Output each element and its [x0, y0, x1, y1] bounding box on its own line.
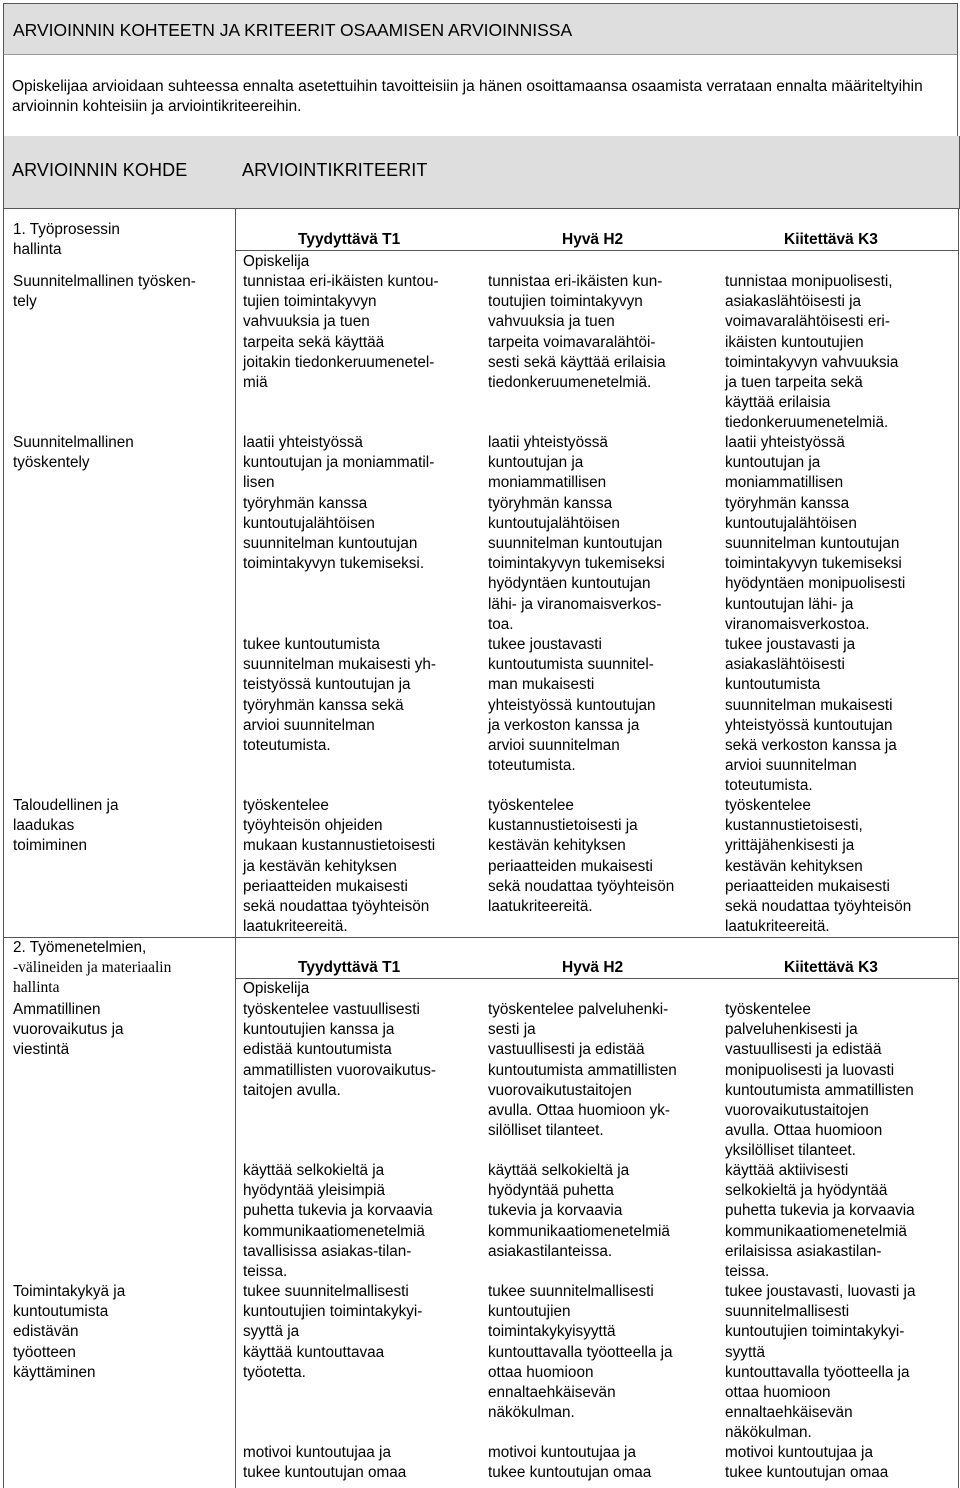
criteria-h2: tukee suunnitelmallisesti kuntoutujien toimintakykyisyyttä kuntouttavalla työotteella ja ottaa huomioon ennaltaehkäisevän näkökulman. — [488, 1283, 673, 1422]
level-k3: Kiitettävä K3 — [784, 959, 878, 976]
criteria-k3: tukee joustavasti ja asiakaslähtöisesti kuntoutumista suunnitelman mukaisesti yhteistyössä kuntoutujan sekä verkoston kanssa ja arvioi suunnitelman toteutumista. — [725, 636, 897, 795]
criteria-h2: tukee joustavasti kuntoutumista suunnitel- man mukaisesti yhteistyössä kuntoutujan ja verkoston kanssa ja arvioi suunnitelman toteutumista. — [488, 636, 656, 775]
student-label: Opiskelija — [243, 253, 310, 270]
level-underline-1 — [235, 250, 958, 251]
criteria-k3: laatii yhteistyössä kuntoutujan ja moniammatillisen työryhmän kanssa kuntoutujalähtöisen suunnitelman kuntoutujan toimintakyvyn tukemiseksi hyödyntäen monipuolisesti kuntoutujan lähi- ja viranomaisverkostoa. — [725, 434, 906, 633]
criteria-t1: motivoi kuntoutujaa ja tukee kuntoutujan omaa — [243, 1444, 407, 1482]
criteria-h2: tunnistaa eri-ikäisten kun- toutujien toimintakyvyn vahvuuksia ja tuen tarpeita voimavaralähtöi- sesti sekä käyttää erilaisia tiedonkeruumenetelmiä. — [488, 273, 666, 392]
section2-title: 2. Työmenetelmien, — [13, 939, 147, 956]
criteria-t1: käyttää selkokieltä ja hyödyntää yleisimpiä puhetta tukevia ja korvaavia kommunikaatiomenetelmiä tavallisissa asiakas-tilan- teissa. — [243, 1162, 433, 1281]
intro-box — [3, 54, 958, 138]
level-underline-2 — [235, 978, 958, 979]
section1-title: 1. Työprosessin hallinta — [13, 221, 120, 259]
header-target: ARVIOINNIN KOHDE — [12, 160, 188, 180]
section2-title-cont: -välineiden ja materiaalin hallinta — [13, 959, 172, 997]
criteria-t1: tukee suunnitelmallisesti kuntoutujien toimintakykyi- syyttä ja käyttää kuntouttavaa työotetta. — [243, 1283, 423, 1381]
target-interaction: Ammatillinen vuorovaikutus ja viestintä — [13, 1001, 124, 1059]
level-k3: Kiitettävä K3 — [784, 231, 878, 248]
target-economic: Taloudellinen ja laadukas toimiminen — [13, 797, 119, 855]
level-h2: Hyvä H2 — [562, 959, 624, 976]
criteria-k3: tunnistaa monipuolisesti, asiakaslähtöisesti ja voimavaralähtöisesti eri- ikäisten kuntoutujien toimintakyvyn vahvuuksia ja tuen tarpeita sekä käyttää erilaisia tiedonkeruumenetelmiä. — [725, 273, 899, 432]
level-t1: Tyydyttävä T1 — [298, 231, 401, 248]
criteria-t1: tukee kuntoutumista suunnitelman mukaisesti yh- teistyössä kuntoutujan ja työryhmän kanssa sekä arvioi suunnitelman toteutumista. — [243, 636, 436, 755]
criteria-k3: motivoi kuntoutujaa ja tukee kuntoutujan omaa — [725, 1444, 889, 1482]
target-planning-2: Suunnitelmallinen työskentely — [13, 434, 134, 472]
criteria-k3: käyttää aktiivisesti selkokieltä ja hyödyntää puhetta tukevia ja korvaavia kommunikaatiomenetelmiä erilaisissa asiakastilan- teissa. — [725, 1162, 915, 1281]
criteria-h2: motivoi kuntoutujaa ja tukee kuntoutujan omaa — [488, 1444, 652, 1482]
level-h2: Hyvä H2 — [562, 231, 624, 248]
grid-line-right — [958, 208, 959, 1488]
criteria-k3: tukee joustavasti, luovasti ja suunnitelmallisesti kuntoutujien toimintakykyi- syyttä kuntouttavalla työotteella ja ottaa huomioon ennaltaehkäisevän näkökulman. — [725, 1283, 916, 1442]
criteria-h2: työskentelee palveluhenki- sesti ja vastuullisesti ja edistää kuntoutumista ammatillisten vuorovaikutustaitojen avulla. Ottaa huomioon yk- silölliset tilanteet. — [488, 1001, 677, 1140]
criteria-h2: käyttää selkokieltä ja hyödyntää puhetta tukevia ja korvaavia kommunikaatiomenetelmiä asiakastilanteissa. — [488, 1162, 670, 1260]
grid-line-left — [3, 208, 4, 1488]
criteria-k3: työskentelee kustannustietoisesti, yrittäjähenkisesti ja kestävän kehityksen periaatteiden mukaisesti sekä noudattaa työyhteisön laatukriteereitä. — [725, 797, 912, 936]
target-planning-1: Suunnitelmallinen työsken- tely — [13, 273, 196, 311]
criteria-h2: työskentelee kustannustietoisesti ja kestävän kehityksen periaatteiden mukaisesti sekä noudattaa työyhteisön laatukriteereitä. — [488, 797, 675, 916]
document-title: ARVIOINNIN KOHTEETN JA KRITEERIT OSAAMISEN ARVIOINNISSA — [13, 20, 573, 40]
grid-line-divider — [235, 208, 236, 1488]
criteria-k3: työskentelee palveluhenkisesti ja vastuullisesti ja edistää monipuolisesti ja luovasti kuntoutumista ammatillisten vuorovaikutustaitojen avulla. Ottaa huomioon yksilölliset tilanteet. — [725, 1001, 914, 1160]
criteria-t1: laatii yhteistyössä kuntoutujan ja moniammatil- lisen työryhmän kanssa kuntoutujalähtöisen suunnitelman kuntoutujan toimintakyvyn tukemiseksi. — [243, 434, 435, 573]
header-criteria: ARVIOINTIKRITEERIT — [242, 160, 428, 180]
intro-text: Opiskelijaa arvioidaan suhteessa ennalta asetettuihin tavoitteisiin ja hänen osoittamaansa osaamista verrataan ennalta määriteltyihin arvioinnin kohteisiin ja arviointikriteereihin. — [12, 78, 923, 115]
level-t1: Tyydyttävä T1 — [298, 959, 401, 976]
criteria-t1: tunnistaa eri-ikäisten kuntou- tujien toimintakyvyn vahvuuksia ja tuen tarpeita sekä käyttää joitakin tiedonkeruumenetel- miä — [243, 273, 439, 392]
criteria-t1: työskentelee vastuullisesti kuntoutujien kanssa ja edistää kuntoutumista ammatillisten vuorovaikutus- taitojen avulla. — [243, 1001, 436, 1099]
student-label: Opiskelija — [243, 980, 310, 997]
criteria-t1: työskentelee työyhteisön ohjeiden mukaan kustannustietoisesti ja kestävän kehityksen periaatteiden mukaisesti sekä noudattaa työyhteisön laatukriteereitä. — [243, 797, 436, 936]
title-box — [3, 3, 958, 54]
criteria-h2: laatii yhteistyössä kuntoutujan ja moniammatillisen työryhmän kanssa kuntoutujalähtöisen suunnitelman kuntoutujan toimintakyvyn tukemiseksi hyödyntäen kuntoutujan lähi- ja viranomaisverkos- toa. — [488, 434, 665, 633]
target-rehab-approach: Toimintakykyä ja kuntoutumista edistävän työotteen käyttäminen — [13, 1283, 126, 1381]
